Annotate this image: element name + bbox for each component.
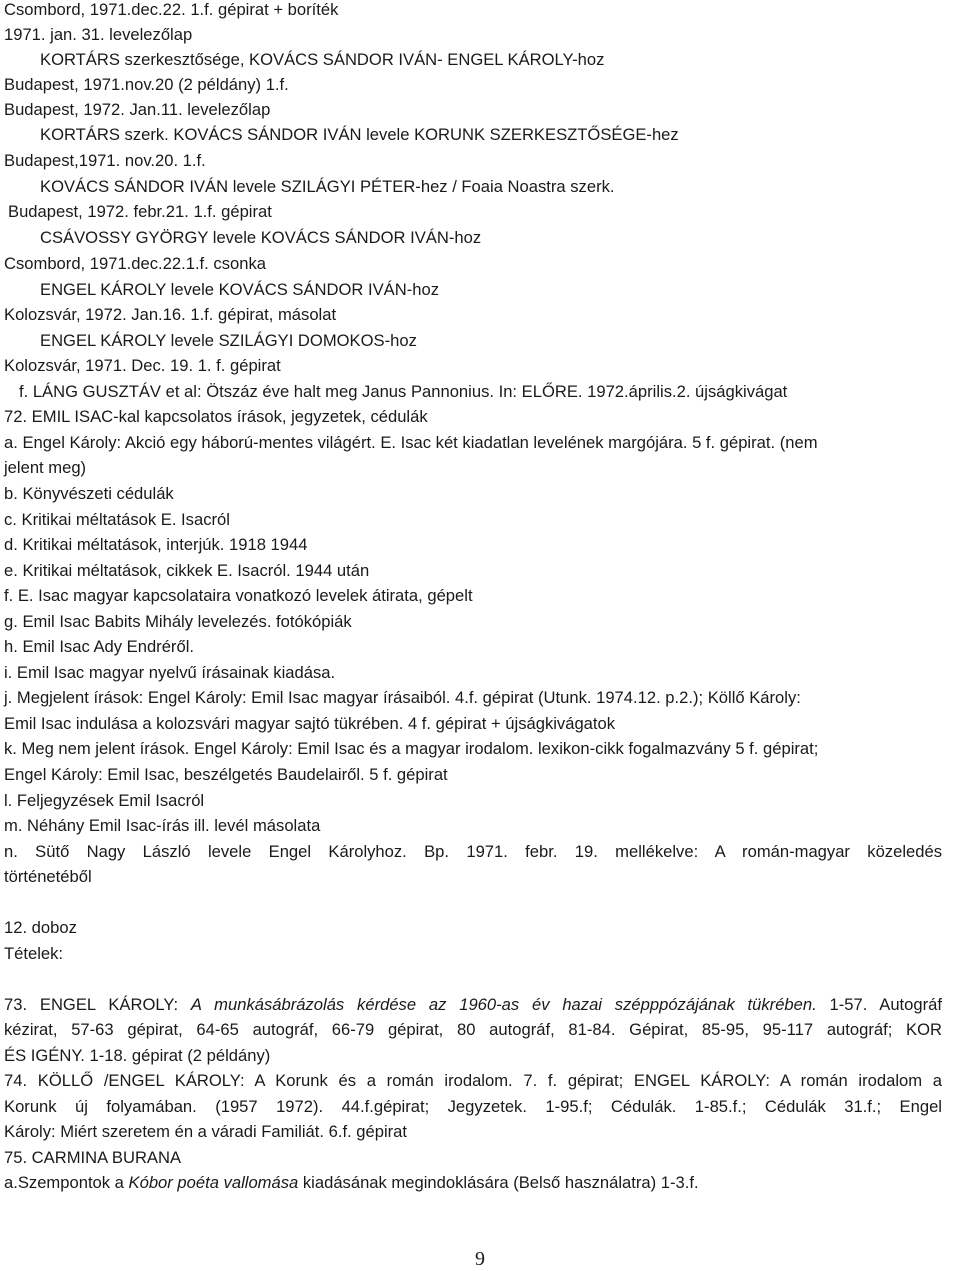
text-line: f. E. Isac magyar kapcsolataira vonatkozó levelek átirata, gépelt [4,586,473,605]
text-line: kézirat, 57-63 gépirat, 64-65 autográf, 66-79 gépirat, 80 autográf, 81-84. Gépirat, 85-95, 95-117 autográf; KOR [4,1020,942,1039]
text-line: e. Kritikai méltatások, cikkek E. Isacról. 1944 után [4,561,370,580]
text-line: a. Engel Károly: Akció egy háború-mentes világért. E. Isac két kiadatlan levelének margójára. 5 f. gépirat. (nem [4,433,818,452]
text-line: Kolozsvár, 1972. Jan.16. 1.f. gépirat, másolat [4,305,337,324]
text-line: g. Emil Isac Babits Mihály levelezés. fotókópiák [4,612,352,631]
text-line: Csombord, 1971.dec.22. 1.f. gépirat + boríték [4,0,339,19]
text-line: j. Megjelent írások: Engel Károly: Emil Isac magyar írásaiból. 4.f. gépirat (Utunk. 1974.12. p.2.); Köllő Károly: [4,688,801,707]
text-line: Emil Isac indulása a kolozsvári magyar sajtó tükrében. 4 f. gépirat + újságkivágatok [4,714,616,733]
text-line: 75. CARMINA BURANA [4,1148,182,1167]
text-line: Budapest, 1971.nov.20 (2 példány) 1.f. [4,75,289,94]
text-line: Budapest, 1972. Jan.11. levelezőlap [4,100,271,119]
text-line: f. LÁNG GUSZTÁV et al: Ötszáz éve halt meg Janus Pannonius. In: ELŐRE. 1972.április.2. újságkivágat [19,382,788,401]
text-line: c. Kritikai méltatások E. Isacról [4,510,230,529]
item-75a-line: a.Szempontok a Kóbor poéta vallomása kiadásának megindoklására (Belső használatra) 1-3.f. [4,1173,699,1192]
text-line: történetéből [4,867,92,886]
text-line: jelent meg) [4,458,87,477]
text-line: Engel Károly: Emil Isac, beszélgetés Baudelairől. 5 f. gépirat [4,765,448,784]
text-line: ÉS IGÉNY. 1-18. gépirat (2 példány) [4,1046,271,1065]
text-line: ENGEL KÁROLY levele SZILÁGYI DOMOKOS-hoz [40,331,417,350]
text-line: Budapest, 1972. febr.21. 1.f. gépirat [8,202,272,221]
item-73-line-1: 73. ENGEL KÁROLY: A munkásábrázolás kérdése az 1960-as év hazai széppрózájának tükrében. 1-57. Autográf [4,995,942,1014]
text-line: n. Sütő Nagy László levele Engel Károlyhoz. Bp. 1971. febr. 19. mellékelve: A román-magyar közeledés [4,842,942,861]
text-line: KORTÁRS szerk. KOVÁCS SÁNDOR IVÁN levele KORUNK SZERKESZTŐSÉGE-hez [40,125,679,144]
text-line: m. Néhány Emil Isac-írás ill. levél másolata [4,816,321,835]
items-heading: Tételek: [4,944,64,963]
page-number: 9 [475,1248,485,1270]
text-line: Csombord, 1971.dec.22.1.f. csonka [4,254,266,273]
text-line: h. Emil Isac Ady Endréről. [4,637,194,656]
text-line: l. Feljegyzések Emil Isacról [4,791,205,810]
text-line: Budapest,1971. nov.20. 1.f. [4,151,206,170]
box-heading: 12. doboz [4,918,77,937]
text-line: KOVÁCS SÁNDOR IVÁN levele SZILÁGYI PÉTER-hez / Foaia Noastra szerk. [40,177,615,196]
text-line: 72. EMIL ISAC-kal kapcsolatos írások, jegyzetek, cédulák [4,407,428,426]
text-line: Korunk új folyamában. (1957 1972). 44.f.gépirat; Jegyzetek. 1-95.f; Cédulák. 1-85.f.; Cédulák 31.f.; Engel [4,1097,942,1116]
text-line: KORTÁRS szerkesztősége, KOVÁCS SÁNDOR IVÁN- ENGEL KÁROLY-hoz [40,50,605,69]
text-line: Károly: Miért szeretem én a váradi Familiát. 6.f. gépirat [4,1122,408,1141]
text-line: 74. KÖLLŐ /ENGEL KÁROLY: A Korunk és a román irodalom. 7. f. gépirat; ENGEL KÁROLY: A román irodalom a [4,1071,942,1090]
text-line: ENGEL KÁROLY levele KOVÁCS SÁNDOR IVÁN-hoz [40,280,440,299]
text-line: b. Könyvészeti cédulák [4,484,174,503]
text-line: i. Emil Isac magyar nyelvű írásainak kiadása. [4,663,336,682]
text-line: Kolozsvár, 1971. Dec. 19. 1. f. gépirat [4,356,281,375]
text-line: 1971. jan. 31. levelezőlap [4,25,193,44]
text-line: CSÁVOSSY GYÖRGY levele KOVÁCS SÁNDOR IVÁN-hoz [40,228,482,247]
text-line: d. Kritikai méltatások, interjúk. 1918 1944 [4,535,308,554]
text-line: k. Meg nem jelent írások. Engel Károly: Emil Isac és a magyar irodalom. lexikon-cikk fogalmazvány 5 f. gépirat; [4,739,819,758]
